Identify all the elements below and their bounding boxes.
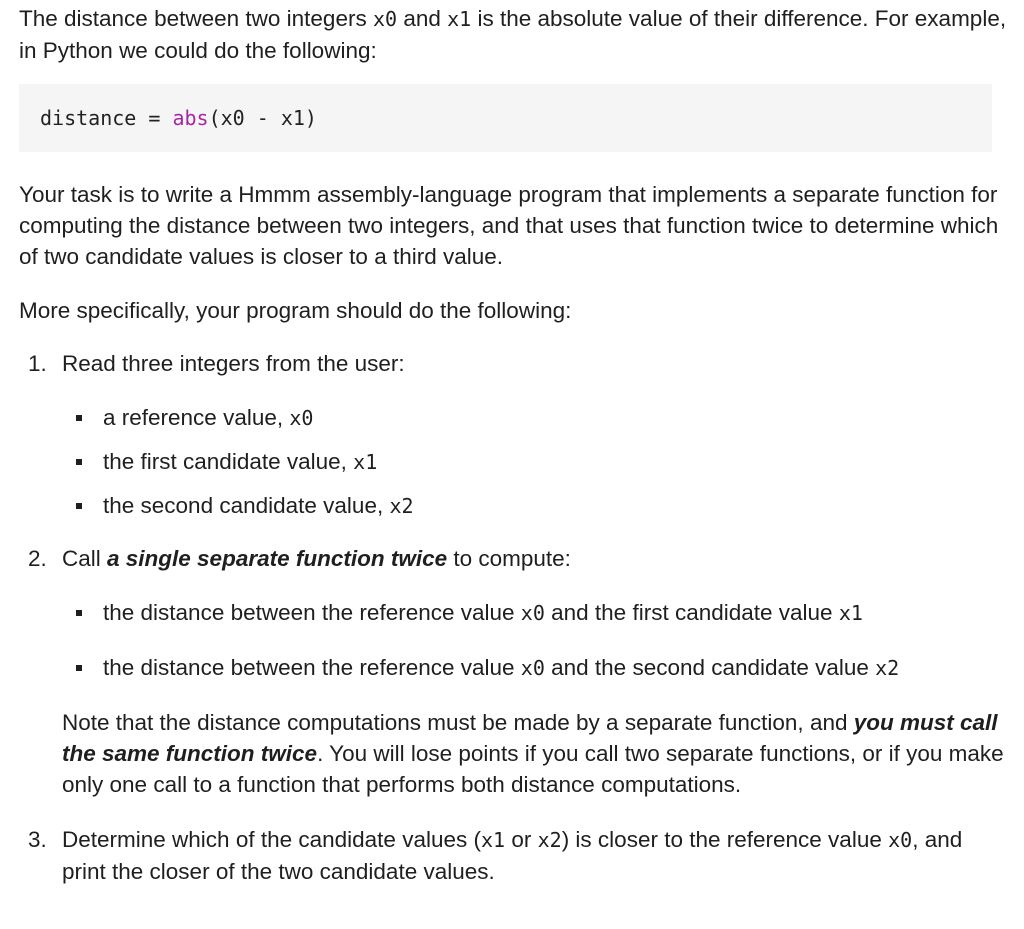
python-code-block [19, 84, 992, 152]
step-2 [19, 543, 1009, 800]
inline-code-x1: x1 [447, 7, 472, 31]
task-paragraph: Your task is to write a Hmmm assembly-language program that implements a separate function for computing the distance between two integers, and that uses that function twice to determine which of two candidate values is closer to a third value. [19, 182, 999, 269]
step-number: 3. [28, 827, 47, 852]
intro-paragraph: The distance between two integers x0 and x1 is the absolute value of their difference. For example, in Python we could do the following: [19, 6, 1007, 63]
step-2-bullets [62, 597, 1009, 684]
assignment-document [19, 3, 1009, 887]
inline-code-x0: x0 [372, 7, 398, 31]
code-args: (x0 - x1) [208, 105, 317, 130]
emphasis-text: you must call the same function twice [62, 710, 998, 766]
step-3-text: Determine which of the candidate values (x1 or x2) is closer to the reference value x0, and print the closer of the two candidate values. [62, 827, 963, 884]
steps-list [19, 348, 1009, 887]
emphasis-text: a single separate function twice [107, 546, 448, 571]
list-item: the distance between the reference value x0 and the first candidate value x1 [62, 597, 1009, 629]
step-number: 2. [28, 546, 47, 571]
code-function-abs: abs [172, 105, 209, 130]
bullet-square-icon [76, 459, 82, 465]
step-3 [19, 824, 1009, 887]
bullet-square-icon [76, 503, 82, 509]
step-2-text: Call a single separate function twice to compute: [62, 546, 571, 571]
bullet-square-icon [76, 665, 82, 671]
list-item: the first candidate value, x1 [62, 446, 1009, 478]
code-var: distance [40, 105, 137, 130]
step-1-bullets [62, 402, 1009, 522]
step-1-text: Read three integers from the user: [62, 351, 405, 376]
list-item: the distance between the reference value x0 and the second candidate value x2 [62, 652, 1009, 684]
list-item: the second candidate value, x2 [62, 490, 1009, 522]
code-operator: = [148, 105, 161, 130]
spec-paragraph: More specifically, your program should do the following: [19, 298, 572, 323]
step-number: 1. [28, 351, 47, 376]
step-1 [19, 348, 1009, 522]
step-2-note: Note that the distance computations must be made by a separate function, and you must call the same function twice. You will lose points if you call two separate functions, or if you make only one call to a function that performs both distance computations. [62, 710, 1004, 797]
bullet-square-icon [76, 610, 82, 616]
bullet-square-icon [76, 415, 82, 421]
list-item: a reference value, x0 [62, 402, 1009, 434]
